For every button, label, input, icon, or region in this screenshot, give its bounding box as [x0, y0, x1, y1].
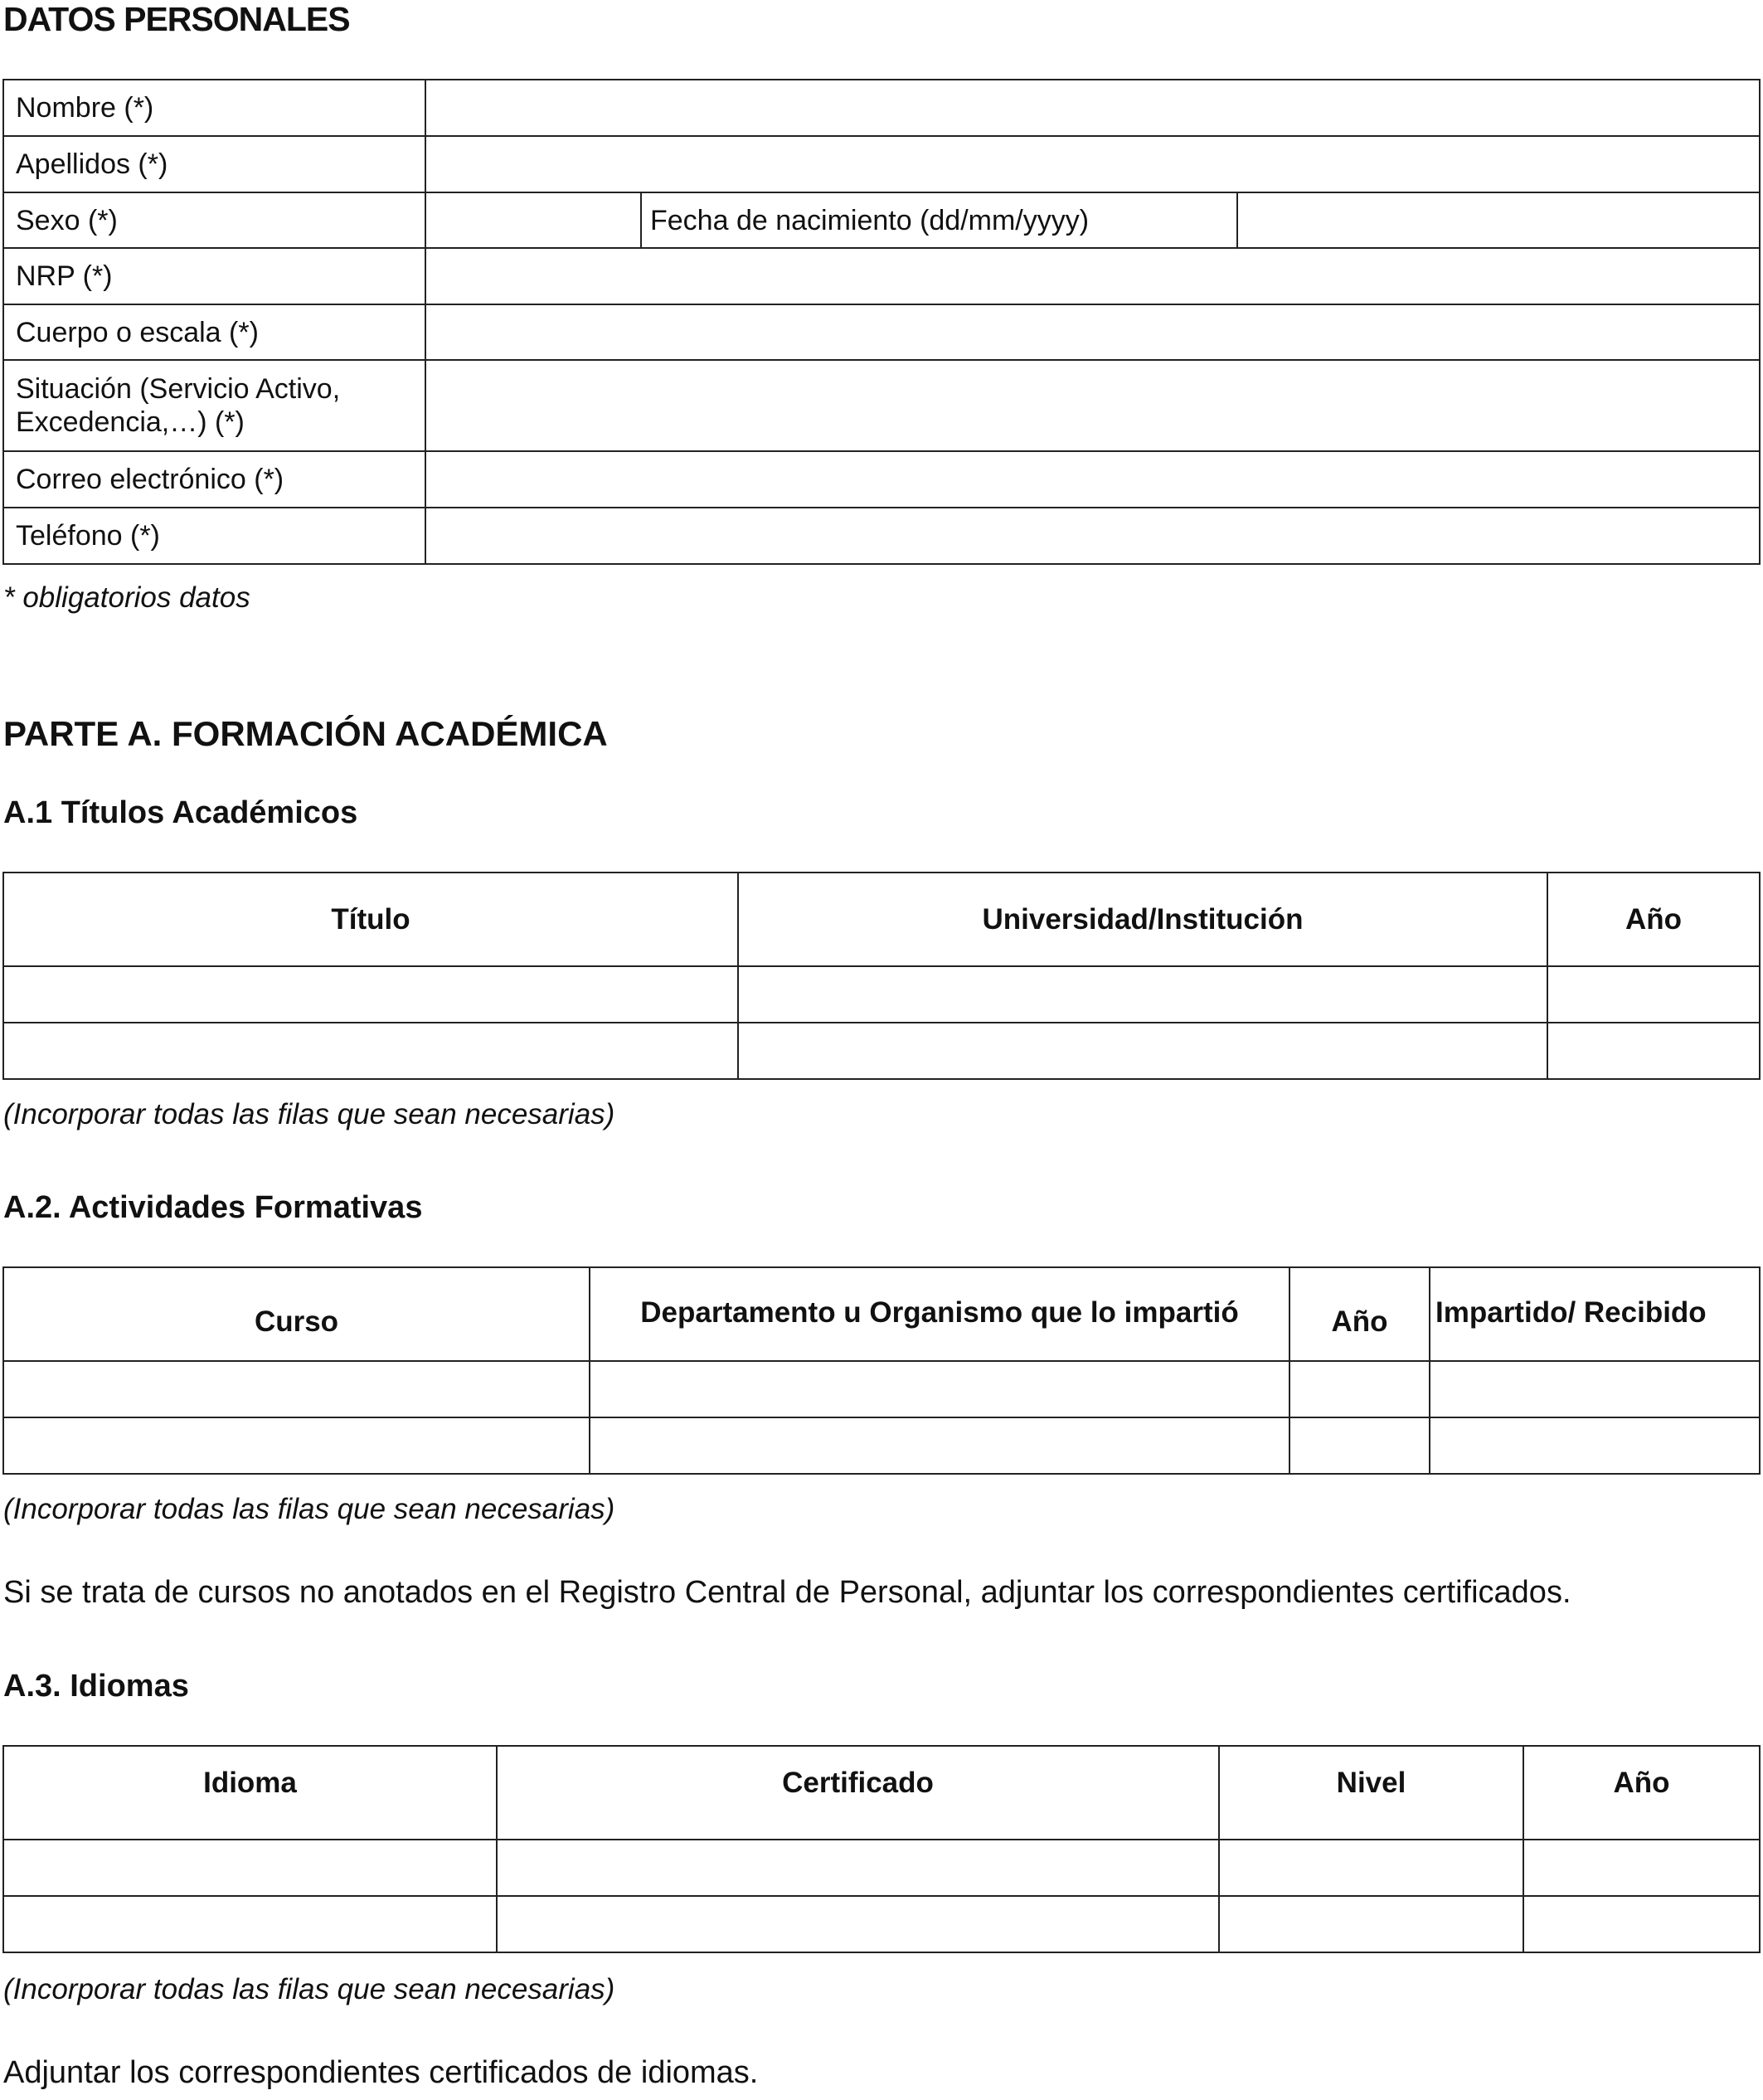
input-situacion[interactable]	[425, 360, 1760, 451]
col-header-universidad: Universidad/Institución	[738, 873, 1547, 966]
cell-certificado[interactable]	[497, 1896, 1219, 1952]
cell-universidad[interactable]	[738, 1023, 1547, 1079]
heading-titulos: A.1 Títulos Académicos	[3, 795, 358, 830]
cell-idioma[interactable]	[3, 1896, 497, 1952]
row-telefono	[3, 508, 1760, 564]
label-situacion-line2: Excedencia,…) (*)	[16, 406, 245, 438]
input-nombre[interactable]	[425, 80, 1760, 136]
col-header-titulo: Título	[3, 873, 738, 966]
label-situacion	[3, 360, 425, 451]
cell-curso[interactable]	[3, 1417, 590, 1474]
cell-certificado[interactable]	[497, 1840, 1219, 1896]
label-telefono: Teléfono (*)	[3, 508, 425, 564]
label-sexo: Sexo (*)	[3, 192, 425, 248]
cell-anio[interactable]	[1289, 1361, 1430, 1417]
table-row	[3, 966, 1760, 1023]
table-row	[3, 1896, 1760, 1952]
cell-anio[interactable]	[1289, 1417, 1430, 1474]
input-fecha-nacimiento[interactable]	[1237, 192, 1760, 248]
row-cuerpo	[3, 304, 1760, 360]
idiomas-table	[2, 1745, 1761, 1953]
cell-anio[interactable]	[1523, 1840, 1760, 1896]
row-situacion	[3, 360, 1760, 451]
heading-actividades: A.2. Actividades Formativas	[3, 1190, 423, 1225]
cell-curso[interactable]	[3, 1361, 590, 1417]
row-sexo	[3, 192, 1760, 248]
section-title-part-a: PARTE A. FORMACIÓN ACADÉMICA	[3, 714, 608, 753]
actividades-note: (Incorporar todas las filas que sean necesarias)	[3, 1493, 615, 1525]
row-apellidos	[3, 136, 1760, 192]
label-nombre: Nombre (*)	[3, 80, 425, 136]
titulos-note: (Incorporar todas las filas que sean necesarias)	[3, 1098, 615, 1130]
cell-idioma[interactable]	[3, 1840, 497, 1896]
actividades-table	[2, 1266, 1761, 1475]
required-note: * obligatorios datos	[3, 581, 250, 614]
actividades-header-row	[3, 1267, 1760, 1361]
col-header-impartido-recibido: Impartido/ Recibido	[1430, 1267, 1760, 1361]
row-nombre	[3, 80, 1760, 136]
input-apellidos[interactable]	[425, 136, 1760, 192]
col-header-curso: Curso	[3, 1267, 590, 1361]
idiomas-instruction: Adjuntar los correspondientes certificados de idiomas.	[3, 2055, 759, 2090]
cell-departamento[interactable]	[590, 1361, 1289, 1417]
idiomas-note: (Incorporar todas las filas que sean necesarias)	[3, 1973, 615, 2005]
cell-anio[interactable]	[1547, 1023, 1760, 1079]
idiomas-header-row	[3, 1746, 1760, 1840]
cell-anio[interactable]	[1523, 1896, 1760, 1952]
cell-departamento[interactable]	[590, 1417, 1289, 1474]
col-header-departamento: Departamento u Organismo que lo impartió	[590, 1267, 1289, 1361]
cell-nivel[interactable]	[1219, 1840, 1523, 1896]
input-cuerpo[interactable]	[425, 304, 1760, 360]
actividades-instruction: Si se trata de cursos no anotados en el Registro Central de Personal, adjuntar los correspondientes certificados.	[3, 1575, 1571, 1610]
input-sexo[interactable]	[425, 192, 641, 248]
cell-titulo[interactable]	[3, 966, 738, 1023]
cell-universidad[interactable]	[738, 966, 1547, 1023]
titulos-header-row	[3, 873, 1760, 966]
table-row	[3, 1840, 1760, 1896]
label-apellidos: Apellidos (*)	[3, 136, 425, 192]
label-correo: Correo electrónico (*)	[3, 451, 425, 508]
heading-idiomas: A.3. Idiomas	[3, 1669, 189, 1704]
titulos-table	[2, 872, 1761, 1080]
col-header-anio: Año	[1523, 1746, 1760, 1840]
col-header-anio: Año	[1289, 1267, 1430, 1361]
input-nrp[interactable]	[425, 248, 1760, 304]
label-fecha-nacimiento: Fecha de nacimiento (dd/mm/yyyy)	[641, 192, 1237, 248]
table-row	[3, 1417, 1760, 1474]
cell-titulo[interactable]	[3, 1023, 738, 1079]
col-header-certificado: Certificado	[497, 1746, 1219, 1840]
cell-impartido-recibido[interactable]	[1430, 1361, 1760, 1417]
col-header-idioma: Idioma	[3, 1746, 497, 1840]
input-telefono[interactable]	[425, 508, 1760, 564]
row-nrp	[3, 248, 1760, 304]
table-row	[3, 1361, 1760, 1417]
cell-nivel[interactable]	[1219, 1896, 1523, 1952]
section-title-personal: DATOS PERSONALES	[3, 0, 350, 38]
label-cuerpo: Cuerpo o escala (*)	[3, 304, 425, 360]
cell-anio[interactable]	[1547, 966, 1760, 1023]
row-correo	[3, 451, 1760, 508]
cell-impartido-recibido[interactable]	[1430, 1417, 1760, 1474]
label-nrp: NRP (*)	[3, 248, 425, 304]
col-header-nivel: Nivel	[1219, 1746, 1523, 1840]
table-row	[3, 1023, 1760, 1079]
col-header-anio: Año	[1547, 873, 1760, 966]
label-situacion-line1: Situación (Servicio Activo,	[16, 373, 341, 405]
personal-data-table	[2, 79, 1761, 565]
input-correo[interactable]	[425, 451, 1760, 508]
